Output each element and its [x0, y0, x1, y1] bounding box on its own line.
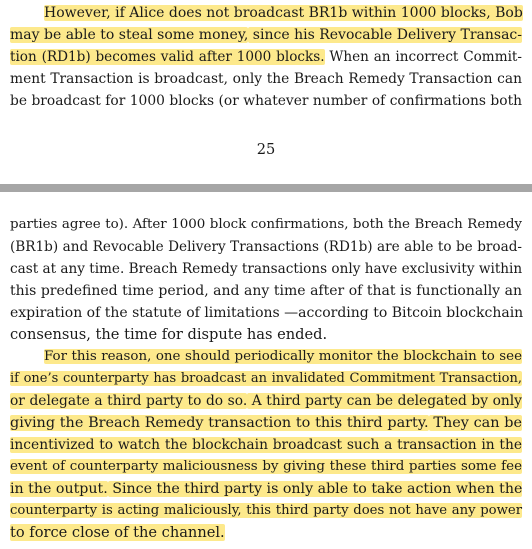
body-text: ment Transaction is broadcast, only the Breach Remedy Transaction can — [10, 71, 522, 87]
paragraph-line — [10, 368, 522, 390]
body-text: be broadcast for 1000 blocks (or whatever number of confirmations both — [10, 93, 522, 109]
body-text: cast at any time. Breach Remedy transactions only have exclusivity within — [10, 261, 523, 277]
paragraph-line — [10, 46, 522, 68]
highlighted-text: For this reason, one should periodically monitor the blockchain to see — [44, 349, 522, 364]
paragraph-line — [10, 68, 522, 90]
paragraph-line — [10, 478, 522, 500]
highlighted-text: They can be — [428, 415, 523, 431]
body-text: (BR1b) and Revocable Delivery Transactions (RD1b) are able to be broad- — [10, 239, 522, 255]
highlighted-text: or delegate a third party to do so. — [10, 393, 248, 409]
body-text: When an incorrect Commit- — [324, 49, 522, 65]
paragraph-line — [10, 280, 522, 302]
highlighted-text: giving the Breach Remedy transaction to this third party. — [10, 415, 429, 431]
paragraph-line — [10, 302, 522, 324]
highlighted-text: A third party can be delegated by only — [247, 393, 522, 409]
highlighted-text: in the output. — [10, 481, 108, 497]
body-text: this predefined time period, and any time after of that is functionally an — [10, 283, 522, 299]
page-number: 25 — [256, 141, 276, 158]
body-text: parties agree to). After 1000 block confirmations, both the Breach Remedy — [10, 217, 522, 232]
paragraph-line — [10, 2, 522, 24]
paragraph-line — [10, 346, 522, 368]
paragraph-line — [10, 456, 522, 478]
highlighted-text: tion (RD1b) becomes valid after 1000 blocks. — [10, 49, 325, 65]
highlighted-text: if one’s counterparty has broadcast an invalidated Commitment Transaction, — [10, 371, 522, 386]
paragraph-line — [10, 522, 522, 544]
highlighted-text: to force close of the channel. — [10, 524, 225, 541]
document-page-25 — [0, 0, 532, 182]
paragraph-line — [10, 434, 522, 456]
paragraph-line — [10, 24, 522, 46]
highlighted-text: may be able to steal some money, — [10, 27, 249, 43]
body-text: expiration of the statute of limitations —according to Bitcoin blockchain — [10, 305, 524, 321]
highlighted-text: counterparty is acting maliciously, this third party does not have any power — [10, 503, 522, 518]
highlighted-text: incentivized to watch the blockchain broadcast such a transaction in the — [10, 437, 522, 453]
body-text: consensus, the time for dispute has ended. — [10, 326, 328, 343]
paragraph-line — [10, 412, 522, 434]
page-separator — [0, 184, 532, 192]
paragraph-line — [10, 236, 522, 258]
paragraph-line — [10, 390, 522, 412]
highlighted-text: event of counterparty maliciousness by giving these third parties some fee — [10, 459, 522, 474]
paragraph-line — [10, 258, 522, 280]
paragraph-line — [10, 500, 522, 522]
highlighted-text: Since the third party is only able to take action when the — [107, 481, 523, 497]
paragraph-line — [10, 324, 522, 346]
highlighted-text: since his Revocable Delivery Transac- — [248, 27, 522, 43]
highlighted-text: However, if Alice does not broadcast BR1b within 1000 blocks, Bob — [44, 5, 523, 21]
paragraph-line — [10, 90, 522, 112]
paragraph-line — [10, 214, 522, 236]
document-page-26 — [0, 192, 532, 549]
